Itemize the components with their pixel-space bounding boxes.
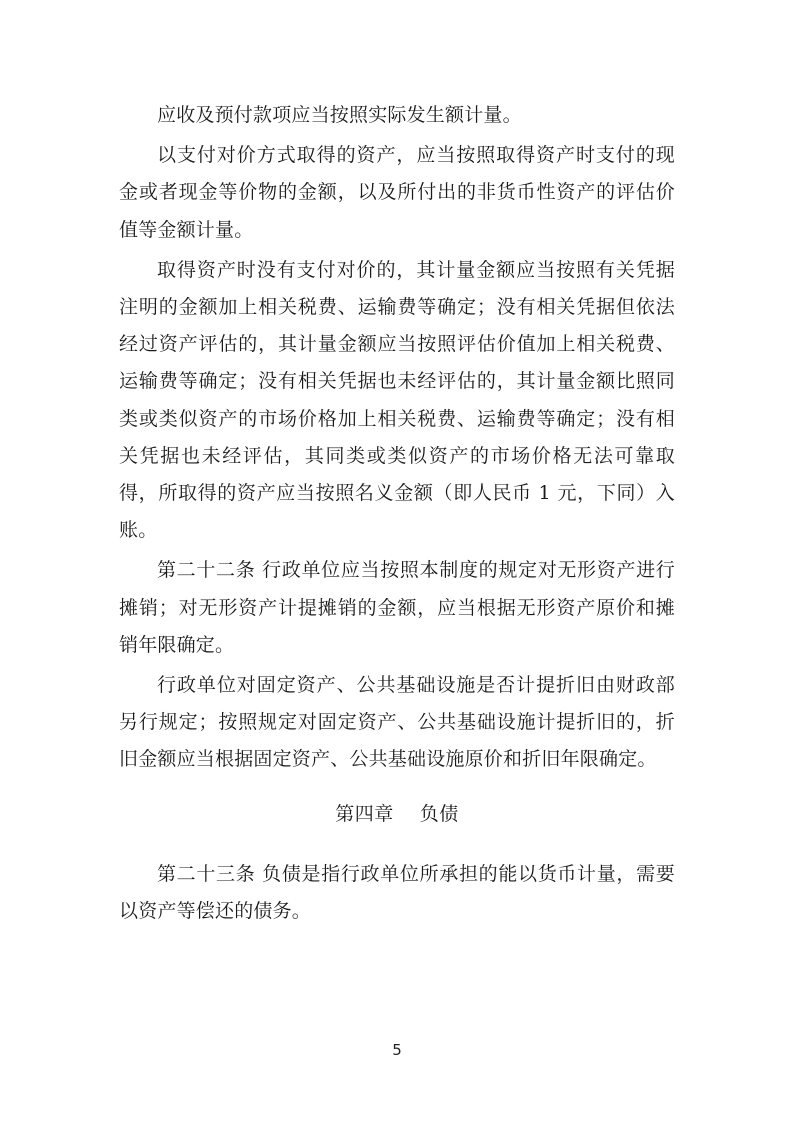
- chapter-number: 第四章: [335, 802, 394, 825]
- page-body: [119, 97, 675, 930]
- paragraph-article-22: 第二十二条 行政单位应当按照本制度的规定对无形资产进行摊销；对无形资产计提摊销的金额，应当根据无形资产原价和摊销年限确定。: [119, 559, 675, 656]
- paragraph-unpaid-assets: 取得资产时没有支付对价的，其计量金额应当按照有关凭据注明的金额加上相关税费、运输费等确定；没有相关凭据但依法经过资产评估的，其计量金额应当按照评估价值加上相关税费、运输费等确定；没有相关凭据也未经评估的，其计量金额比照同类或类似资产的市场价格加上相关税费、运输费等确定；没有相关凭据也未经评估，其同类或类似资产的市场价格无法可靠取得，所取得的资产应当按照名义金额（即人民币 1 元，下同）入账。: [119, 258, 675, 542]
- page-number: 5: [392, 1041, 402, 1059]
- paragraph-article-23: 第二十三条 负债是指行政单位所承担的能以货币计量，需要以资产等偿还的债务。: [119, 862, 675, 922]
- paragraph-receivables: 应收及预付款项应当按照实际发生额计量。: [157, 104, 522, 126]
- chapter-title: 负债: [419, 802, 459, 825]
- chapter-heading: [119, 796, 675, 832]
- paragraph-depreciation: 行政单位对固定资产、公共基础设施是否计提折旧由财政部另行规定；按照规定对固定资产、公共基础设施计提折旧的，折旧金额应当根据固定资产、公共基础设施原价和折旧年限确定。: [119, 674, 675, 771]
- paragraph-paid-assets: 以支付对价方式取得的资产，应当按照取得资产时支付的现金或者现金等价物的金额，以及所付出的非货币性资产的评估价值等金额计量。: [119, 144, 675, 241]
